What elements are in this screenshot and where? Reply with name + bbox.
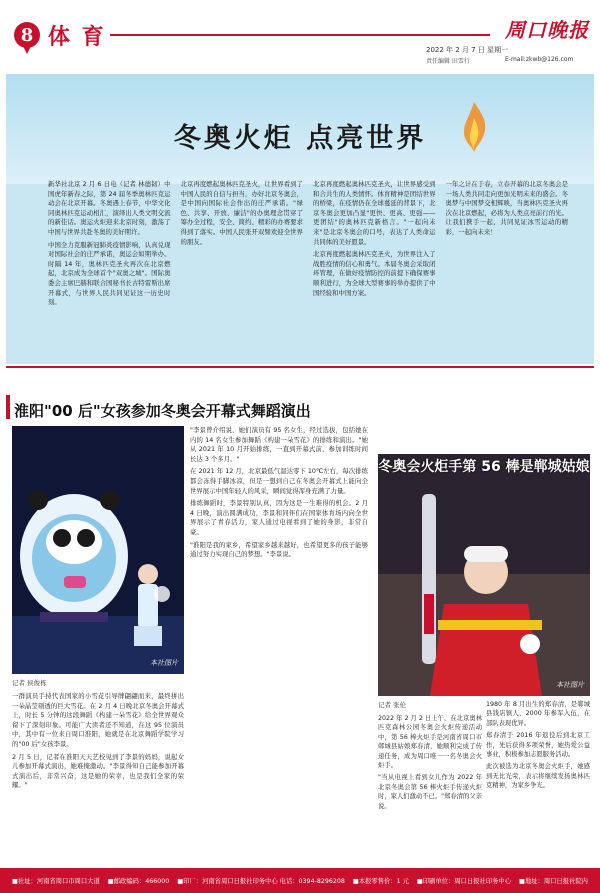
torchbearer-photo	[378, 454, 590, 696]
page-footer	[0, 868, 600, 893]
story-marker	[6, 395, 10, 419]
hero-column-4	[446, 180, 569, 360]
footer-item: ■社址：河南省周口市周口大道	[11, 878, 100, 885]
page-number-pin-icon	[22, 44, 32, 54]
hero-column-1	[48, 180, 171, 360]
photo-caption: 记者 侯俊栋	[12, 679, 47, 687]
hero-paragraph: 北京再度燃起奥林匹克圣火，为世界注入了战胜疫情的信心和勇气。本届冬奥会采取闭环管理，在做好疫情防控的前提下确保赛事顺利进行，为全球大型赛事的举办提供了中国经验和中国方案。	[313, 250, 436, 297]
photo-watermark: 本社图片	[556, 681, 584, 689]
footer-item: ■印刷单位：周口日报社印务中心	[416, 878, 512, 885]
story2-paragraph: 一群演员手持代表国家的小雪花引导牌翩翩而来，最终拼出一朵晶莹剔透的巨大雪花。在 2 月 4 日晚北京冬奥会开幕式上，时长 5 分钟的这段舞蹈《构建一朵雪花》给全世界观众留下了深刻印象。可能广大读者还不知道，在这 95 位演员中，其中有一位来自周口淮阳，她就是在北京舞蹈学院学习的"00 后"女孩李景。	[12, 692, 184, 748]
hero-headline: 冬奥火炬 点亮世界	[173, 123, 427, 154]
story3-column-2	[486, 700, 590, 854]
story3-column-1	[378, 714, 482, 854]
story2-paragraph: 在 2021 年 12 月，北京最低气温达零下 10℃左右，每次排练都会冻得手脚冰凉，但是一想到自己在冬奥会开幕式上能向全世界展示中国年轻人的风采，瞬间觉得浑身充满了力量。	[190, 467, 368, 495]
story2-paragraph: "李景曾介绍说，她们演员有 95 名女生，经过选拔，包括她在内的 14 名女生参加舞蹈《构建一朵雪花》的排练和演出。"她从 2021 年 10 月开始排练，一直到开幕式前，参加训练时间长达 3 个多月。"	[190, 426, 368, 463]
story3-paragraph: 郑春清于 2016 年退役后到北京工作，先后获得多项荣誉，她热爱公益事业，积极参加志愿服务活动。	[486, 732, 590, 759]
footer-item: ■地址：周口日报社院内	[519, 878, 588, 885]
story2-paragraph: 排练舞蹈时，李景特别认真，因为这是一生难得的机会。2 月 4 日晚，演出圆满成功，李景和同伴们在国家体育场内向全世界展示了青春活力，家人通过电视看到了她的身影，非常自豪。	[190, 499, 368, 536]
page-number: 8	[14, 22, 40, 48]
hero-column-3	[313, 180, 436, 360]
hero-paragraph: 一年之计在于春，立春开幕的北京冬奥会是一场人类共同走向更加光明未来的盛会。冬奥梦与中国梦交相辉映，当奥林匹克圣火再次在北京燃起，必将为人类点亮前行的光。让我们携手一起，共同见证冰雪运动的精彩，一起向未来！	[445, 180, 568, 236]
torchbearer-illustration	[378, 454, 590, 696]
hero-paragraph: 北京再度燃起奥林匹克圣火，让世界感受到和合共生的人类情怀。体育精神是团结世界的桥梁，在疫情仍在全球蔓延的背景下，北京冬奥会更加凸显"更快、更高、更强——更团结"的奥林匹克新格言。"一起向未来"是北京冬奥会的口号，表达了人类命运共同体的美好愿景。	[313, 180, 436, 246]
header-divider	[110, 34, 490, 36]
footer-item: ■本报零售价：1 元	[352, 878, 409, 885]
story3-headline: 冬奥会火炬手第 56 棒是郸城姑娘	[378, 459, 590, 475]
mascot-illustration	[12, 426, 184, 674]
editor-credit: 责任编辑 田雪行	[426, 58, 470, 65]
story3-paragraph: 1980 年 8 月出生的郑春清，是郸城县钱店镇人，2000 年参军入伍，在部队表现优异。	[486, 701, 590, 727]
story3-paragraph: 2022 年 2 月 2 日上午，在北京奥林匹克森林公园冬奥会火炬传递活动中，第 56 棒火炬手是河南省周口市郸城县姑娘郑春清，她顺利完成了传递任务，成为周口唯一一名冬奥会火炬手。	[378, 715, 482, 770]
hero-paragraph: 新华社北京 2 月 6 日电（记者 林德韧）中国虎年新春之际，第 24 届冬季奥林匹克运动会在北京开幕。冬奥遇上春节，中华文化同奥林匹克运动相汇，演绎出人类文明交流的新佳话。奥运火炬迎来北京时刻，激荡了中国与世界共赴冬奥的美好期许。	[48, 180, 171, 236]
story2-column-1	[12, 692, 184, 852]
hero-paragraph: 中国全力克服新冠肺炎疫情影响，认真兑现对国际社会的庄严承诺，奥运会如期举办。时隔 14 年，奥林匹克圣火再次在北京燃起，北京成为全球首个"双奥之城"。国际奥委会主席巴赫和联合国秘书长古特雷斯出席开幕式，与世界人民共同见证这一历史时刻。	[48, 240, 171, 307]
story3-paragraph: 此次被选为北京冬奥会火炬手，她感到无比光荣，表示将继续发扬奥林匹克精神，为家乡争光。	[486, 763, 590, 790]
page-header	[0, 0, 600, 66]
story2-paragraph: "淮阳是我的家乡，希望家乡越来越好，也希望更多的孩子能够通过努力实现自己的梦想。"李景说。	[190, 540, 368, 559]
story3-paragraph: "当从电视上看到女儿作为 2022 年北京冬奥会第 56 棒火炬手传递火炬时，家人们激动不已。"郑春清的父亲说。	[378, 774, 482, 810]
story2-column-2	[190, 426, 368, 852]
hero-article-columns	[48, 180, 568, 360]
footer-item: ■邮政编码：466000	[107, 878, 170, 885]
email-address: E-mail:zkwb@126.com	[505, 56, 574, 63]
issue-date: 2022 年 2 月 7 日 星期一	[426, 46, 509, 54]
footer-item: ■印厂：河南省周口日报社印务中心 电话：0394-8296208	[177, 878, 345, 885]
section-divider	[6, 366, 594, 368]
section-title: 体 育	[48, 24, 106, 50]
newspaper-logo: 周口晚报	[505, 18, 589, 42]
hero-paragraph: 北京再度燃起奥林匹克圣火，让世界看到了中国人民的自信与担当，办好北京冬奥会，是中国向国际社会作出的庄严承诺。"绿色、共享、开放、廉洁"的办奥理念贯穿了筹办全过程，安全、简约、精彩的办赛要求得到了落实。中国人民张开双臂欢迎全世界的朋友。	[180, 180, 303, 246]
photo-caption: 记者 张伦	[378, 701, 407, 709]
story2-paragraph: 2 月 5 日，记者在淮阳天天艺校见到了李景的妈妈，说起女儿参加开幕式演出，她难掩激动。"李景得知自己能参加开幕式演出后，非常兴奋，这是她的荣幸，也是我们全家的荣耀。"	[12, 752, 184, 790]
hero-column-2	[181, 180, 304, 360]
story2-headline: 淮阳"00 后"女孩参加冬奥会开幕式舞蹈演出	[14, 402, 311, 420]
photo-watermark: 本社图片	[150, 659, 178, 667]
performance-photo	[12, 426, 184, 674]
